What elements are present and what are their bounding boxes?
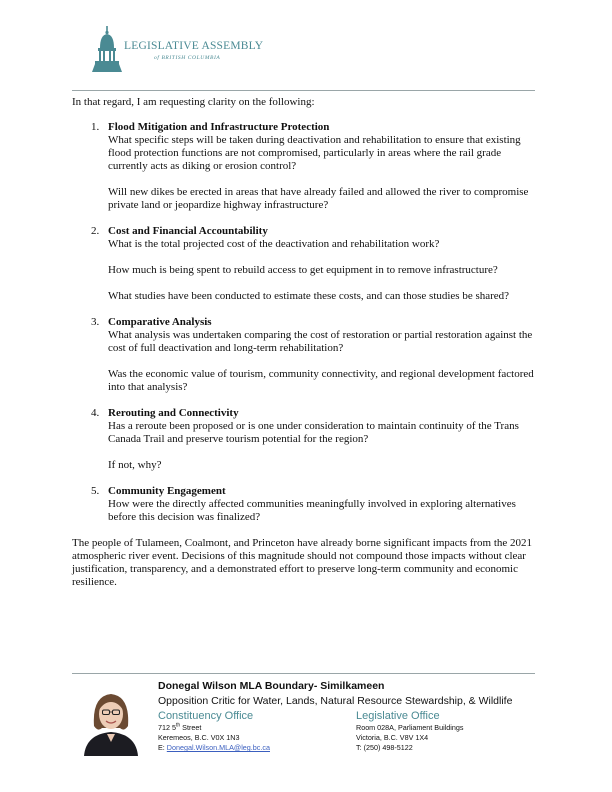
footer [72, 680, 542, 760]
item-paragraph: How much is being spent to rebuild access to get equipment in to remove infrastructure? [108, 264, 498, 276]
letterhead-title: LEGISLATIVE ASSEMBLY [124, 40, 264, 52]
letter-body [72, 96, 537, 589]
item-body [108, 121, 537, 212]
item-number: 2. [91, 225, 100, 237]
letterhead [92, 26, 292, 76]
legislative-phone: T: (250) 498-5122 [356, 743, 413, 753]
item-body [108, 407, 537, 472]
item-body [108, 485, 537, 524]
constituency-city: Keremeos, B.C. V0X 1N3 [158, 733, 240, 743]
legislative-room: Room 028A, Parliament Buildings [356, 723, 464, 732]
legislative-office-title: Legislative Office [356, 710, 440, 722]
legislature-dome-icon [92, 26, 122, 72]
constituency-office [158, 710, 348, 754]
list-item [72, 316, 537, 394]
item-body [108, 225, 537, 303]
mla-name: Donegal Wilson MLA Boundary- Similkameen [158, 680, 385, 692]
item-paragraph: What studies have been conducted to estimate these costs, and can those studies be shared? [108, 290, 510, 302]
item-title: Cost and Financial Accountability [108, 225, 268, 237]
constituency-email-line [158, 743, 348, 753]
constituency-street [158, 723, 348, 733]
street-name: Street [180, 723, 202, 732]
street-number: 712 5 [158, 723, 176, 732]
item-paragraph: How were the directly affected communities meaningfully involved in exploring alternatives before this decision was finalized? [108, 498, 516, 523]
list-item [72, 407, 537, 472]
email-link[interactable]: Donegal.Wilson.MLA@leg.bc.ca [166, 743, 270, 753]
letterhead-subtitle: of BRITISH COLUMBIA [154, 55, 221, 61]
top-divider [72, 90, 535, 91]
item-number: 4. [91, 407, 100, 419]
intro-paragraph: In that regard, I am requesting clarity on the following: [72, 96, 315, 108]
mla-role: Opposition Critic for Water, Lands, Natural Resource Stewardship, & Wildlife [158, 695, 513, 707]
list-item [72, 225, 537, 303]
legislative-office [356, 710, 536, 754]
item-body [108, 316, 537, 394]
item-number: 5. [91, 485, 100, 497]
bottom-divider [72, 673, 535, 674]
list-item [72, 485, 537, 524]
constituency-office-title: Constituency Office [158, 710, 254, 722]
item-title: Rerouting and Connectivity [108, 407, 239, 419]
item-paragraph: What analysis was undertaken comparing the cost of restoration or partial restoration against the cost of full deactivation and long-term rehabilitation? [108, 329, 533, 354]
item-paragraph: If not, why? [108, 459, 162, 471]
item-title: Comparative Analysis [108, 316, 212, 328]
legislative-city: Victoria, B.C. V8V 1X4 [356, 733, 429, 743]
list-item [72, 121, 537, 212]
item-paragraph: Was the economic value of tourism, community connectivity, and regional development factored into that analysis? [108, 368, 534, 393]
item-paragraph: What is the total projected cost of the deactivation and rehabilitation work? [108, 238, 440, 250]
item-paragraph: Has a reroute been proposed or is one under consideration to maintain continuity of the Trans Canada Trail and preserve tourism potential for the region? [108, 420, 519, 445]
item-number: 1. [91, 121, 100, 133]
item-title: Flood Mitigation and Infrastructure Protection [108, 121, 330, 133]
closing-paragraph: The people of Tulameen, Coalmont, and Princeton have already borne significant impacts from the 2021 atmospheric river event. Decisions of this magnitude should not compound those impacts without clear justification, transparency, and a demonstrated effort to preserve long-term community and economic resilience. [72, 537, 533, 588]
item-paragraph: What specific steps will be taken during deactivation and rehabilitation to ensure that existing flood protection functions are not compromised, particularly in areas where the rail grade currently acts as diking or erosion control? [108, 134, 521, 172]
item-paragraph: Will new dikes be erected in areas that have already failed and allowed the river to compromise private land or jeopardize highway infrastructure? [108, 186, 529, 211]
mla-portrait [74, 682, 148, 756]
email-label: E: [158, 743, 167, 753]
street-suffix: th [176, 722, 181, 729]
item-number: 3. [91, 316, 100, 328]
item-title: Community Engagement [108, 485, 226, 497]
